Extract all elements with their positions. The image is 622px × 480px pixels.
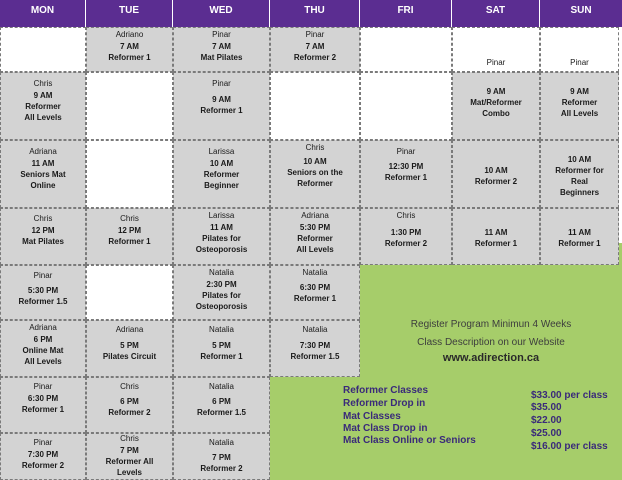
class-name: Reformer 1	[21, 405, 65, 414]
price-value-mat-class-drop-in: $25.00	[531, 428, 562, 439]
instructor-name: Chris	[33, 79, 53, 88]
day-header-thu: THU	[270, 0, 360, 27]
schedule-cell-wed-r1[interactable]	[173, 72, 270, 140]
class-time: 2:30 PM	[206, 280, 237, 289]
class-time: 7 AM	[212, 42, 231, 51]
schedule-cell-tue-r5[interactable]	[86, 320, 173, 377]
schedule-cell-sun-r0[interactable]	[540, 27, 619, 72]
class-time: 7 PM	[120, 446, 139, 455]
schedule-cell-thu-r3[interactable]	[270, 208, 360, 265]
class-name: Pilates Circuit	[102, 352, 157, 361]
schedule-cell-sat-r0[interactable]	[452, 27, 540, 72]
schedule-cell-tue-r6[interactable]	[86, 377, 173, 433]
instructor-name: Pinar	[33, 382, 53, 391]
class-name: Reformer 1.5	[197, 408, 246, 417]
schedule-cell-sun-r1[interactable]	[540, 72, 619, 140]
class-name: Reformer for	[555, 166, 604, 175]
day-header-sat: SAT	[452, 0, 540, 27]
schedule-cell-sun-r3[interactable]	[540, 208, 619, 265]
instructor-name: Adriana	[115, 325, 144, 334]
class-time: 7 AM	[305, 42, 325, 51]
day-header-fri: FRI	[360, 0, 452, 27]
instructor-name: Adriana	[29, 323, 57, 332]
schedule-cell-tue-r4	[86, 265, 173, 320]
class-time: 1:30 PM	[390, 228, 422, 237]
schedule-cell-mon-r0	[0, 27, 86, 72]
price-label-reformer-classes: Reformer Classes	[343, 385, 429, 396]
class-time: 7:30 PM	[27, 450, 59, 459]
schedule-cell-mon-r1[interactable]	[0, 72, 86, 140]
schedule-cell-wed-r2[interactable]	[173, 140, 270, 208]
class-time: 12:30 PM	[388, 162, 424, 171]
schedule-cell-sun-r2[interactable]	[540, 140, 619, 208]
price-value-reformer-drop-in: $35.00	[531, 402, 562, 413]
schedule-cell-mon-r6[interactable]	[0, 377, 86, 433]
class-name-line2: All Levels	[560, 109, 599, 118]
schedule-cell-wed-r0[interactable]	[173, 27, 270, 72]
class-name-line2: Osteoporosis	[195, 302, 248, 311]
class-name: Reformer 1	[558, 239, 601, 248]
class-name-line2: Levels	[117, 468, 142, 477]
class-time: 7:30 PM	[299, 341, 331, 350]
class-time: 6:30 PM	[299, 283, 331, 292]
class-time: 6 PM	[33, 335, 53, 344]
class-name: Reformer	[203, 170, 240, 179]
promo-description-note: Class Description on our Website	[417, 337, 565, 348]
schedule-cell-mon-r4[interactable]	[0, 265, 86, 320]
instructor-name: Pinar	[396, 147, 416, 156]
class-time: 6 PM	[212, 397, 231, 406]
schedule-cell-wed-r7[interactable]	[173, 433, 270, 480]
class-time: 9 AM	[212, 95, 231, 104]
instructor-name: Chris	[305, 143, 325, 152]
class-name: Reformer 2	[200, 464, 243, 473]
class-name-line2: All Levels	[24, 357, 62, 366]
instructor-name: Chris	[396, 211, 416, 220]
class-name: Reformer 1	[200, 352, 243, 361]
class-time: 10 AM	[209, 159, 234, 168]
class-name: Pilates for	[202, 234, 241, 243]
price-label-mat-classes: Mat Classes	[343, 411, 401, 422]
schedule-cell-fri-r3[interactable]	[360, 208, 452, 265]
class-time: 5:30 PM	[299, 223, 331, 232]
website-link[interactable]: www.adirection.ca	[442, 352, 540, 364]
class-name: Mat/Reformer	[470, 98, 522, 107]
schedule-cell-thu-r1	[270, 72, 360, 140]
instructor-name: Pinar	[305, 30, 325, 39]
instructor-name: Adriano	[115, 30, 144, 39]
class-name: Reformer 1.5	[18, 297, 68, 306]
price-value-reformer-classes: $33.00 per class	[531, 390, 608, 401]
class-time: 10 AM	[303, 157, 327, 166]
class-time: 10 AM	[484, 166, 508, 175]
day-header-sun: SUN	[570, 5, 592, 16]
class-name-line2: Reformer	[297, 179, 333, 188]
class-time: 6 PM	[120, 397, 139, 406]
class-name: Mat Pilates	[22, 237, 64, 246]
class-name: Reformer 2	[384, 239, 428, 248]
schedule-cell-fri-r1	[360, 72, 452, 140]
price-label-mat-online-seniors: Mat Class Online or Seniors	[343, 435, 476, 446]
class-time: 5 PM	[120, 341, 139, 350]
class-name: Reformer 2	[108, 408, 151, 417]
class-name: Reformer 1	[108, 237, 151, 246]
instructor-name: Pinar	[33, 438, 53, 447]
instructor-name: Natalia	[209, 438, 234, 447]
schedule-grid	[0, 27, 622, 480]
class-time: 5:30 PM	[27, 286, 59, 295]
class-time: 11 AM	[210, 223, 233, 232]
class-name: Reformer 2	[293, 53, 337, 62]
instructor-name: Pinar	[486, 58, 506, 67]
schedule-cell-thu-r2[interactable]	[270, 140, 360, 208]
class-name: Reformer	[25, 102, 61, 111]
class-name: Reformer 1.5	[290, 352, 340, 361]
class-time: 7 PM	[212, 453, 231, 462]
instructor-name: Larissa	[208, 211, 235, 220]
schedule-cell-thu-r0[interactable]	[270, 27, 360, 72]
promo-registration-note: Register Program Minimun 4 Weeks	[410, 319, 572, 330]
class-name-line2: All Levels	[24, 113, 62, 122]
class-time: 9 AM	[33, 91, 53, 100]
instructor-name: Adriana	[301, 211, 329, 220]
schedule-cell-fri-r2[interactable]	[360, 140, 452, 208]
class-name: Seniors on the	[287, 168, 343, 177]
schedule-cell-mon-r5[interactable]	[0, 320, 86, 377]
instructor-name: Pinar	[212, 30, 231, 39]
instructor-name: Chris	[120, 434, 139, 443]
schedule-cell-sat-r1[interactable]	[452, 72, 540, 140]
class-time: 11 AM	[31, 159, 55, 168]
instructor-name: Pinar	[570, 58, 589, 67]
instructor-name: Adriana	[29, 147, 57, 156]
class-time: 12 PM	[31, 226, 55, 235]
instructor-name: Pinar	[212, 79, 231, 88]
schedule-cell-fri-r0	[360, 27, 452, 72]
day-header-wed: WED	[173, 0, 270, 27]
instructor-name: Natalia	[209, 382, 234, 391]
schedule-cell-tue-r0[interactable]	[86, 27, 173, 72]
class-name: Online Mat	[22, 346, 64, 355]
instructor-name: Chris	[120, 382, 139, 391]
class-name: Reformer 2	[21, 461, 65, 470]
class-name: Reformer	[561, 98, 598, 107]
schedule-cell-sat-r3[interactable]	[452, 208, 540, 265]
class-time: 11 AM	[484, 228, 508, 237]
class-time: 7 AM	[120, 42, 139, 51]
class-name: Seniors Mat	[20, 170, 66, 179]
class-name: Reformer 1	[474, 239, 518, 248]
class-name: Mat Pilates	[200, 53, 243, 62]
class-name-line2: Combo	[482, 109, 510, 118]
class-name-line2: Osteoporosis	[195, 245, 248, 254]
price-label-reformer-drop-in: Reformer Drop in	[343, 398, 426, 409]
class-name: Reformer 1	[293, 294, 337, 303]
class-name-line2: Online	[30, 181, 56, 190]
price-value-mat-classes: $22.00	[531, 415, 562, 426]
class-time: 9 AM	[570, 87, 589, 96]
instructor-name: Larissa	[208, 147, 235, 156]
price-value-mat-online-seniors: $16.00 per class	[531, 441, 608, 452]
schedule-cell-mon-r2[interactable]	[0, 140, 86, 208]
schedule-cell-tue-r2	[86, 140, 173, 208]
schedule-cell-thu-r4[interactable]	[270, 265, 360, 320]
instructor-name: Natalia	[302, 325, 328, 334]
instructor-name: Chris	[33, 214, 53, 223]
class-name-line2: Beginner	[204, 181, 239, 190]
class-name: Reformer 2	[474, 177, 518, 186]
schedule-cell-sat-r2[interactable]	[452, 140, 540, 208]
class-name: Reformer 1	[384, 173, 428, 182]
schedule-cell-wed-r6[interactable]	[173, 377, 270, 433]
class-time: 9 AM	[486, 87, 506, 96]
class-time: 11 AM	[568, 228, 591, 237]
schedule-cell-wed-r3[interactable]	[173, 208, 270, 265]
class-name-line2: All Levels	[296, 245, 334, 254]
class-name: Pilates for	[202, 291, 241, 300]
day-header-mon: MON	[0, 0, 86, 27]
schedule-cell-thu-r5[interactable]	[270, 320, 360, 377]
schedule-header	[0, 0, 622, 27]
class-time: 10 AM	[567, 155, 592, 164]
class-name: Reformer All	[105, 457, 154, 466]
price-label-mat-class-drop-in: Mat Class Drop in	[343, 423, 428, 434]
schedule-cell-wed-r5[interactable]	[173, 320, 270, 377]
class-name: Reformer	[297, 234, 333, 243]
schedule-cell-tue-r3[interactable]	[86, 208, 173, 265]
schedule-cell-wed-r4[interactable]	[173, 265, 270, 320]
instructor-name: Natalia	[209, 268, 234, 277]
instructor-name: Pinar	[33, 271, 53, 280]
class-name: Reformer 1	[108, 53, 151, 62]
day-header-tue: TUE	[86, 0, 173, 27]
schedule-cell-tue-r1	[86, 72, 173, 140]
schedule-cell-mon-r7[interactable]	[0, 433, 86, 480]
class-time: 6:30 PM	[27, 394, 59, 403]
instructor-name: Natalia	[302, 268, 328, 277]
schedule-cell-mon-r3[interactable]	[0, 208, 86, 265]
instructor-name: Chris	[120, 214, 139, 223]
instructor-name: Natalia	[209, 325, 234, 334]
schedule-cell-tue-r7[interactable]	[86, 433, 173, 480]
class-name-line2: Real	[571, 177, 588, 186]
class-name-line3: Beginners	[559, 188, 600, 197]
class-time: 5 PM	[212, 341, 231, 350]
class-time: 12 PM	[117, 226, 142, 235]
class-name: Reformer 1	[200, 106, 243, 115]
